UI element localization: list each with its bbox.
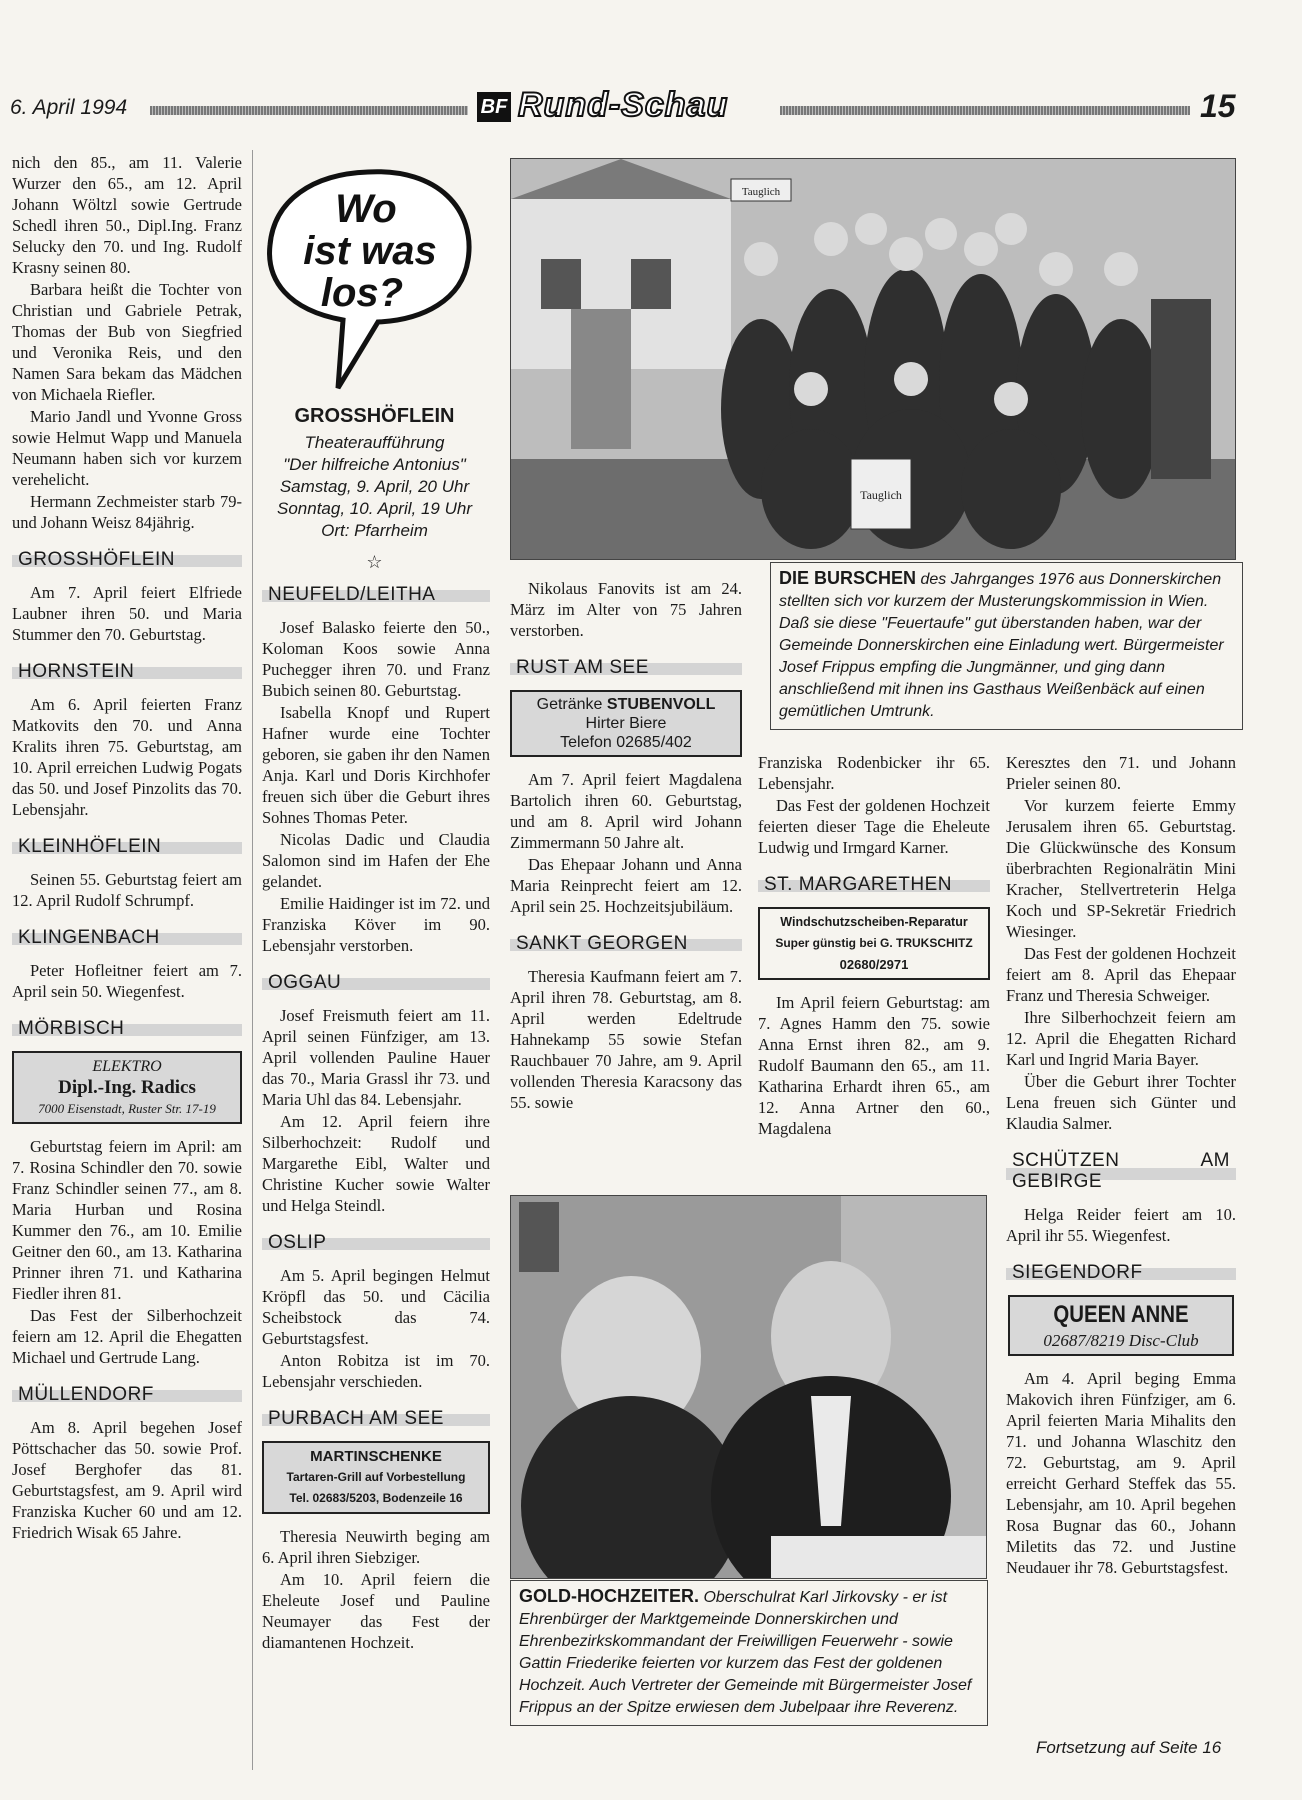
ad-line: QUEEN ANNE bbox=[1053, 1301, 1189, 1328]
bubble-line: ist was bbox=[303, 229, 437, 273]
paragraph: Emilie Haidinger ist im 72. und Franziska Köver im 90. Lebensjahr verstorben. bbox=[262, 894, 490, 955]
section-heading: KLINGENBACH bbox=[12, 925, 242, 950]
section-heading: SIEGENDORF bbox=[1006, 1260, 1236, 1285]
caption-head: DIE BURSCHEN bbox=[779, 568, 917, 588]
photo-caption-golden-wedding bbox=[510, 1580, 988, 1726]
event-listing bbox=[262, 405, 487, 573]
ad-line: Windschutzscheiben-Reparatur bbox=[780, 915, 968, 929]
column-3 bbox=[510, 578, 742, 1114]
section-title: Rund-Schau bbox=[518, 86, 729, 124]
paragraph: Josef Freismuth feiert am 11. April seinen Fünfziger, am 13. April vollenden Pauline Hauer das 70., Maria Grassl ihr 73. und Maria Uhl das 84. Lebensjahr. bbox=[262, 1006, 490, 1109]
advertisement-stubenvoll bbox=[510, 690, 742, 757]
event-line: Samstag, 9. April, 20 Uhr bbox=[279, 477, 470, 496]
column-rule bbox=[252, 150, 253, 1770]
section-heading: SANKT GEORGEN bbox=[510, 931, 742, 956]
column-5 bbox=[1006, 752, 1236, 1579]
section-heading: RUST AM SEE bbox=[510, 655, 742, 680]
sign-text: Tauglich bbox=[741, 186, 781, 198]
column-2 bbox=[262, 582, 490, 1654]
paragraph: Das Fest der goldenen Hochzeit feierten dieser Tage die Eheleute Ludwig und Irmgard Karner. bbox=[758, 796, 990, 857]
paragraph: Am 12. April feiern ihre Silberhochzeit: Rudolf und Margarethe Eibl, Walter und Christine Kucher sowie Walter und Helga Steindl. bbox=[262, 1112, 490, 1215]
paragraph: Mario Jandl und Yvonne Gross sowie Helmut Wapp und Manuela Neumann haben sich vor kurzem verehelicht. bbox=[12, 407, 242, 489]
paragraph: Theresia Neuwirth beging am 6. April ihren Siebziger. bbox=[262, 1527, 490, 1567]
paragraph: Theresia Kaufmann feiert am 7. April ihren 78. Geburtstag, am 8. April werden Edeltrude Hahnekamp 55 sowie Stefan Rauchbauer 70 Jahre, am 9. April vollenden Theresia Karacsony das 55. sowie bbox=[510, 967, 742, 1112]
bubble-line: los? bbox=[320, 271, 404, 315]
section-heading: PURBACH AM SEE bbox=[262, 1406, 490, 1431]
section-heading: HORNSTEIN bbox=[12, 659, 242, 684]
paragraph: Keresztes den 71. und Johann Prieler seinen 80. bbox=[1006, 753, 1236, 793]
caption-text: Oberschulrat Karl Jirkovsky - er ist Ehrenbürger der Marktgemeinde Donnerskirchen und Ehrenbezirkskommandant der Freiwilligen Feuerwehr - sowie Gattin Friederike feierten vor kurzem das Fest der goldenen Hochzeit. Auch Vertreter der Gemeinde mit Bürgermeister Josef Frippus an der Spitze erwiesen dem Jubelpaar ihre Reverenz. bbox=[519, 1589, 972, 1716]
section-heading: MÜLLENDORF bbox=[12, 1382, 242, 1407]
paragraph: Anton Robitza ist im 70. Lebensjahr verschieden. bbox=[262, 1351, 490, 1391]
paragraph: Im April feiern Geburtstag: am 7. Agnes Hamm den 75. sowie Anna Ernst ihren 82., am 9. Rudolf Baumann den 65., am 11. Katharina Erhardt ihren 65., am 12. Anna Artner den 60., Magdalena bbox=[758, 993, 990, 1138]
paragraph: Am 7. April feiert Elfriede Laubner ihren 50. und Maria Stummer den 70. Geburtstag. bbox=[12, 583, 242, 644]
paragraph: Das Ehepaar Johann und Anna Maria Reinprecht feiert am 12. April sein 25. Hochzeitsjubiläum. bbox=[510, 855, 742, 916]
event-line: Ort: Pfarrheim bbox=[321, 521, 428, 540]
section-heading: SCHÜTZEN AM GEBIRGE bbox=[1006, 1148, 1236, 1194]
paragraph: Das Fest der goldenen Hochzeit feiert am 8. April das Ehepaar Franz und Theresia Schweiger. bbox=[1006, 944, 1236, 1005]
ad-line: 02687/8219 Disc-Club bbox=[1043, 1331, 1199, 1350]
paragraph: Nicolas Dadic und Claudia Salomon sind im Hafen der Ehe gelandet. bbox=[262, 830, 490, 891]
paragraph: Nikolaus Fanovits ist am 24. März im Alter von 75 Jahren verstorben. bbox=[510, 579, 742, 640]
caption-text: des Jahrganges 1976 aus Donnerskirchen stellten sich vor kurzem der Musterungskommission in Wien. Daß sie diese "Feuertaufe" gut überstanden haben, war der Gemeinde Donnerskirchen eine Einladung wert. Bürgermeister Josef Frippus empfing die Jungmänner, und ging dann anschließend mit ihnen ins Gasthaus Weißenbäck auf einen gemütlichen Umtrunk. bbox=[779, 571, 1224, 720]
paragraph: Über die Geburt ihrer Tochter Lena freuen sich Günter und Klaudia Salmer. bbox=[1006, 1072, 1236, 1133]
event-place: GROSSHÖFLEIN bbox=[294, 405, 455, 427]
paragraph: Helga Reider feiert am 10. April ihr 55. Wiegenfest. bbox=[1006, 1205, 1236, 1245]
speech-bubble-graphic bbox=[258, 160, 483, 400]
header-rule-left bbox=[150, 106, 468, 115]
paragraph: Geburtstag feiern im April: am 7. Rosina Schindler den 70. sowie Franz Schindler seinen 77., am 8. Maria Hurban und Rosina Kummer den 76., am 10. Emilie Geitner den 60., am 13. Katharina Prinner ihren 71. und Katharina Fiedler ihren 81. bbox=[12, 1137, 242, 1303]
section-heading: OSLIP bbox=[262, 1230, 490, 1255]
paragraph: Am 4. April beging Emma Makovich ihren Fünfziger, am 6. April feierten Maria Mihalits den 71. und Johanna Wlaschitz den 72. Geburtstag, am 9. April erreicht Gerhard Steffek das 55. Lebensjahr, am 10. April begehen Rosa Bugnar das 60., Johann Miletits das 72. und Justine Neudauer ihr 78. Geburtstagsfest. bbox=[1006, 1369, 1236, 1577]
column-1 bbox=[12, 152, 242, 1544]
section-heading: KLEINHÖFLEIN bbox=[12, 834, 242, 859]
issue-date: 6. April 1994 bbox=[10, 96, 128, 119]
photo-caption-recruits bbox=[770, 562, 1243, 730]
event-line: Sonntag, 10. April, 19 Uhr bbox=[277, 499, 472, 518]
advertisement-queen-anne bbox=[1008, 1295, 1234, 1356]
photo-golden-wedding bbox=[510, 1195, 987, 1579]
ad-line: Dipl.-Ing. Radics bbox=[58, 1077, 196, 1098]
section-heading: OGGAU bbox=[262, 970, 490, 995]
bubble-line: Wo bbox=[335, 187, 397, 231]
paragraph: Isabella Knopf und Rupert Hafner wurde eine Tochter geboren, sie gaben ihr den Namen Anja. Karl und Doris Kirchhofer freuen sich über die Geburt ihres Sohnes Thomas Peter. bbox=[262, 703, 490, 827]
photo-illustration bbox=[511, 1196, 986, 1578]
sign-text: Tauglich bbox=[860, 488, 902, 502]
ad-line: 7000 Eisenstadt, Ruster Str. 17-19 bbox=[38, 1101, 216, 1116]
ad-line: ELEKTRO bbox=[92, 1058, 162, 1075]
continuation-note: Fortsetzung auf Seite 16 bbox=[1036, 1738, 1222, 1757]
ad-line: STUBENVOLL bbox=[606, 696, 716, 713]
paragraph: Am 6. April feierten Franz Matkovits den 70. und Anna Kralits ihren 75. Geburtstag, am 10. April erreichen Ludwig Pogats das 50. und Josef Pinzolits das 70. Lebensjahr. bbox=[12, 695, 242, 819]
ad-line: Tartaren-Grill auf Vorbestellung bbox=[286, 1470, 466, 1484]
paragraph: Am 8. April begehen Josef Pöttschacher das 50. sowie Prof. Josef Berghofer das 81. Geburtstagsfest, am 9. April wird Franziska Kucher 60 und am 12. Friedrich Wisak 65 Jahre. bbox=[12, 1418, 242, 1542]
paragraph: Das Fest der Silberhochzeit feiern am 12. April die Ehegatten Michael und Gertrude Lang. bbox=[12, 1306, 242, 1367]
paragraph: Josef Balasko feierte den 50., Koloman Koos sowie Anna Puchegger ihren 70. und Franz Bubich seinen 80. Geburtstag. bbox=[262, 618, 490, 700]
ad-line: Telefon 02685/402 bbox=[560, 734, 692, 751]
caption-head: GOLD-HOCHZEITER. bbox=[519, 1586, 699, 1606]
newspaper-logo: BF bbox=[477, 92, 511, 122]
paragraph: Franziska Rodenbicker ihr 65. Lebensjahr. bbox=[758, 753, 990, 793]
paragraph: Barbara heißt die Tochter von Christian und Gabriele Petrak, Thomas der Bub von Siegfried und Veronika Reis, und den Namen Sara bekam das Mädchen von Michaela Riefler. bbox=[12, 280, 242, 404]
paragraph: Ihre Silberhochzeit feiern am 12. April die Ehegatten Richard Karl und Ingrid Maria Bayer. bbox=[1006, 1008, 1236, 1069]
paragraph: Vor kurzem feierte Emmy Jerusalem ihren 65. Geburtstag. Die Glückwünsche des Konsum überbrachten Regionalrätin Mini Kracher, Stellvertreterin Helga Koch und SP-Sekretär Friedrich Wiesinger. bbox=[1006, 796, 1236, 941]
ad-line: Super günstig bei G. TRUKSCHITZ bbox=[775, 936, 973, 950]
ad-line: 02680/2971 bbox=[839, 957, 909, 972]
paragraph: Am 10. April feiern die Eheleute Josef und Pauline Neumayer das Fest der diamantenen Hochzeit. bbox=[262, 1570, 490, 1652]
event-line: "Der hilfreiche Antonius" bbox=[283, 455, 466, 474]
column-4 bbox=[758, 752, 990, 1140]
advertisement-martinschenke bbox=[262, 1441, 490, 1514]
ad-line: Hirter Biere bbox=[585, 715, 667, 732]
paragraph: Seinen 55. Geburtstag feiert am 12. April Rudolf Schrumpf. bbox=[12, 870, 242, 910]
star-icon: ☆ bbox=[366, 552, 383, 572]
advertisement-trukschitz bbox=[758, 907, 990, 980]
photo-illustration bbox=[511, 159, 1235, 559]
advertisement-elektro bbox=[12, 1051, 242, 1124]
paragraph: Peter Hofleitner feiert am 7. April sein 50. Wiegenfest. bbox=[12, 961, 242, 1001]
paragraph: Hermann Zechmeister starb 79- und Johann Weisz 84jährig. bbox=[12, 492, 242, 532]
section-heading: ST. MARGARETHEN bbox=[758, 872, 990, 897]
event-line: Theateraufführung bbox=[304, 433, 445, 452]
page-number: 15 bbox=[1200, 88, 1236, 124]
section-heading: GROSSHÖFLEIN bbox=[12, 547, 242, 572]
ad-line: Getränke bbox=[536, 696, 607, 713]
ad-line: Tel. 02683/5203, Bodenzeile 16 bbox=[289, 1491, 463, 1505]
section-heading: NEUFELD/LEITHA bbox=[262, 582, 490, 607]
photo-recruits-group bbox=[510, 158, 1236, 560]
section-heading: MÖRBISCH bbox=[12, 1016, 242, 1041]
header-rule-right bbox=[780, 106, 1190, 115]
ad-line: MARTINSCHENKE bbox=[310, 1448, 442, 1465]
paragraph: Am 7. April feiert Magdalena Bartolich ihren 60. Geburtstag, und am 8. April wird Johann Zimmermann 50 Jahre alt. bbox=[510, 770, 742, 852]
paragraph: nich den 85., am 11. Valerie Wurzer den 65., am 12. April Johann Wöltzl sowie Gertrude Schedl ihren 50., Dipl.Ing. Franz Selucky den 70. und Ing. Rudolf Krasny seinen 80. bbox=[12, 153, 242, 277]
paragraph: Am 5. April begingen Helmut Kröpfl das 50. und Cäcilia Scheibstock das 74. Geburtstagsfest. bbox=[262, 1266, 490, 1348]
